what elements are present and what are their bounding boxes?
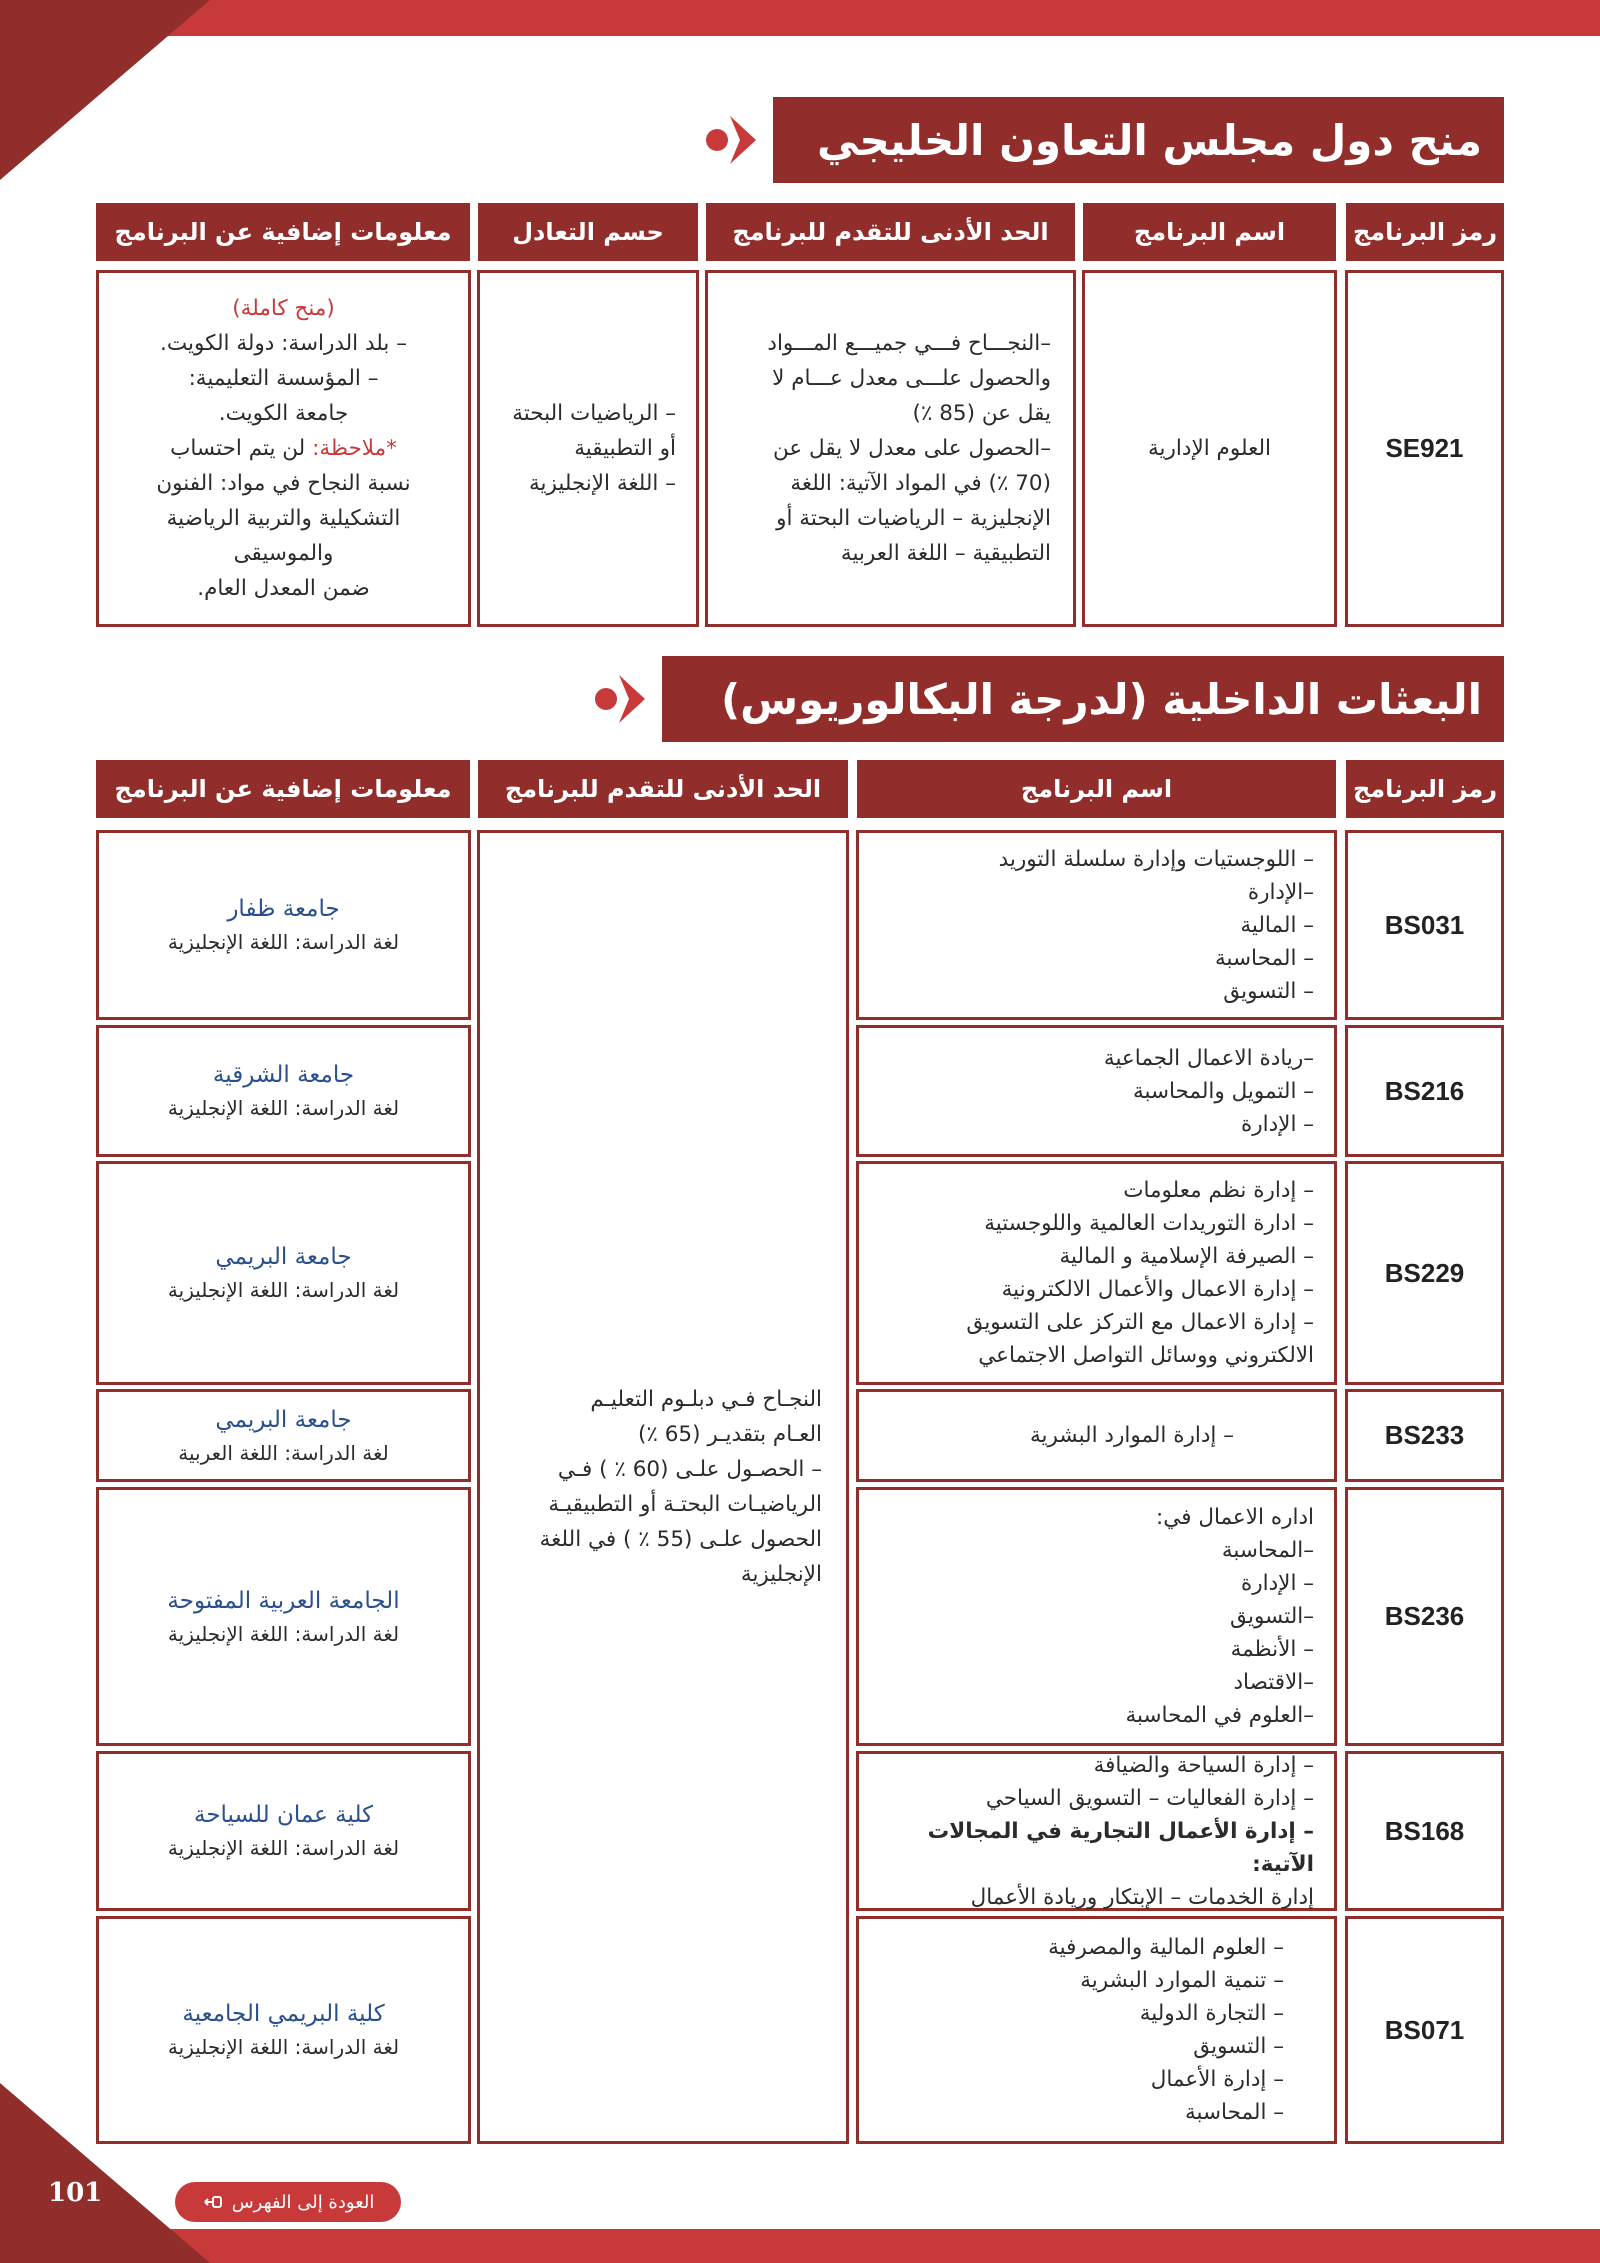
program-item: – التجارة الدولية bbox=[1139, 2001, 1284, 2026]
institution-name: جامعة الكويت. bbox=[218, 401, 349, 426]
study-language: لغة الدراسة: اللغة العربية bbox=[178, 1440, 389, 1465]
section-title-text: البعثات الداخلية (لدرجة البكالوريوس) bbox=[720, 674, 1482, 724]
program-code: BS071 bbox=[1384, 2014, 1465, 2045]
program-list-cell bbox=[856, 830, 1337, 1020]
back-to-index-button[interactable] bbox=[175, 2182, 401, 2222]
min-line: النجـاح فـي دبلـوم التعليـم bbox=[590, 1387, 822, 1412]
tiebreak-line: – اللغة الإنجليزية bbox=[528, 471, 676, 496]
program-item: –الاقتصاد bbox=[1233, 1670, 1314, 1695]
study-language: لغة الدراسة: اللغة الإنجليزية bbox=[167, 1278, 400, 1302]
program-item: – إدارة السياحة والضيافة bbox=[1093, 1752, 1314, 1778]
program-item: –ريادة الاعمال الجماعية bbox=[1103, 1045, 1314, 1071]
tiebreak-line: أو التطبيقية bbox=[574, 436, 676, 461]
program-code-cell bbox=[1345, 1916, 1504, 2144]
program-item: اداره الاعمال في: bbox=[1156, 1505, 1314, 1530]
program-item: –المحاسبة bbox=[1221, 1538, 1314, 1563]
university-name: الجامعة العربية المفتوحة bbox=[167, 1587, 400, 1614]
program-code-cell bbox=[1345, 1161, 1504, 1385]
tiebreak-cell bbox=[477, 270, 699, 627]
note-line: نسبة النجاح في مواد: الفنون bbox=[156, 471, 411, 496]
program-name: العلوم الإدارية bbox=[1148, 436, 1271, 461]
note-line: والموسيقى bbox=[233, 541, 334, 566]
header-info-text: معلومات إضافية عن البرنامج bbox=[114, 218, 452, 246]
header-min-text: الحد الأدنى للتقدم للبرنامج bbox=[732, 218, 1049, 246]
institution-label: – المؤسسة التعليمية: bbox=[188, 366, 379, 391]
program-code-cell bbox=[1345, 830, 1504, 1020]
back-link-label: العودة إلى الفهرس bbox=[231, 2191, 375, 2213]
study-country: – بلد الدراسة: دولة الكويت. bbox=[160, 331, 407, 356]
program-item: –العلوم في المحاسبة bbox=[1125, 1703, 1314, 1728]
header-name bbox=[857, 760, 1336, 818]
program-item: – تنمية الموارد البشرية bbox=[1080, 1968, 1284, 1993]
program-item: – إدارة الاعمال والأعمال الالكترونية bbox=[1001, 1277, 1314, 1302]
bottom-band bbox=[0, 2229, 1600, 2263]
min-requirement-cell bbox=[477, 830, 849, 2144]
program-list-cell bbox=[856, 1916, 1337, 2144]
hand-pointer-icon bbox=[202, 2191, 224, 2213]
section-title-internal bbox=[662, 656, 1504, 742]
program-item: – إدارة الأعمال التجارية في المجالات الآتية: bbox=[927, 1818, 1314, 1877]
header-code-text: رمز البرنامج bbox=[1352, 218, 1498, 246]
header-min bbox=[706, 203, 1075, 261]
header-tiebreak-text: حسم التعادل bbox=[512, 218, 664, 246]
study-language: لغة الدراسة: اللغة الإنجليزية bbox=[167, 930, 400, 954]
header-info bbox=[96, 760, 470, 818]
min-line: الرياضيـات البحتـة أو التطبيقيـة bbox=[548, 1492, 822, 1517]
min-line: – الحصـول علـى (60 ٪ ) فـي bbox=[557, 1457, 822, 1482]
min-line: الإنجليزية – الرياضيات البحتة أو bbox=[776, 506, 1051, 531]
min-line: العـام بتقديـر (65 ٪) bbox=[637, 1422, 822, 1447]
program-code: BS031 bbox=[1384, 909, 1465, 940]
min-line: يقل عن (85 ٪) bbox=[912, 401, 1051, 426]
program-item: – التسويق bbox=[1193, 2034, 1284, 2059]
program-item: – إدارة الاعمال مع التركز على التسويق bbox=[966, 1310, 1314, 1335]
min-line: –الحصول على معدل لا يقل عن bbox=[773, 436, 1051, 461]
header-name-text: اسم البرنامج bbox=[1133, 218, 1286, 246]
min-line: (70 ٪) في المواد الآتية: اللغة bbox=[790, 471, 1051, 496]
program-item: – إدارة الأعمال bbox=[1150, 2067, 1284, 2092]
program-item: الالكتروني ووسائل التواصل الاجتماعي bbox=[978, 1343, 1314, 1368]
program-item: – إدارة نظم معلومات bbox=[1123, 1178, 1314, 1203]
program-code: BS233 bbox=[1384, 1420, 1465, 1450]
header-name-text: اسم البرنامج bbox=[1020, 775, 1173, 803]
program-code: SE921 bbox=[1385, 433, 1464, 463]
program-item: – التسويق bbox=[1223, 978, 1314, 1004]
program-code-cell bbox=[1345, 1025, 1504, 1157]
program-code: BS216 bbox=[1384, 1075, 1465, 1106]
program-list-cell bbox=[856, 1487, 1337, 1746]
study-language: لغة الدراسة: اللغة الإنجليزية bbox=[167, 1096, 400, 1120]
additional-info-cell bbox=[96, 1161, 471, 1385]
program-item: – ادارة التوريدات العالمية واللوجستية bbox=[984, 1211, 1314, 1236]
university-name: جامعة البريمي bbox=[215, 1244, 352, 1270]
min-line: الحصول علـى (55 ٪ ) في اللغة bbox=[539, 1527, 822, 1552]
university-name: جامعة البريمي bbox=[215, 1406, 352, 1433]
header-min-text: الحد الأدنى للتقدم للبرنامج bbox=[504, 775, 822, 803]
note-text: لن يتم احتساب bbox=[170, 436, 313, 461]
top-corner-triangle bbox=[0, 0, 210, 180]
program-list-cell bbox=[856, 1025, 1337, 1157]
program-item: – العلوم المالية والمصرفية bbox=[1048, 1935, 1284, 1960]
program-code-cell bbox=[1345, 1389, 1504, 1482]
program-list-cell bbox=[856, 1389, 1337, 1482]
program-code: BS229 bbox=[1384, 1257, 1465, 1288]
program-item: – الأنظمة bbox=[1230, 1637, 1314, 1662]
program-code-cell bbox=[1345, 1487, 1504, 1746]
program-item: – الإدارة bbox=[1240, 1571, 1314, 1596]
min-line: –النجـــاح فـــي جميـــع المـــواد bbox=[767, 331, 1051, 356]
header-name bbox=[1083, 203, 1336, 261]
university-name: جامعة الشرقية bbox=[212, 1062, 355, 1088]
program-item: –الإدارة bbox=[1247, 879, 1314, 905]
header-code-text: رمز البرنامج bbox=[1352, 775, 1498, 803]
program-item: – الإدارة bbox=[1240, 1111, 1314, 1137]
program-code: BS236 bbox=[1384, 1601, 1465, 1631]
header-tiebreak bbox=[478, 203, 698, 261]
program-code: BS168 bbox=[1384, 1815, 1465, 1846]
header-code bbox=[1346, 203, 1504, 261]
program-item: – المحاسبة bbox=[1185, 2100, 1284, 2125]
program-list-cell bbox=[856, 1751, 1337, 1911]
university-name: كلية عمان للسياحة bbox=[194, 1802, 374, 1828]
program-item: – الصيرفة الإسلامية و المالية bbox=[1059, 1244, 1314, 1269]
chevron-dot-icon bbox=[700, 108, 764, 172]
header-min bbox=[478, 760, 848, 818]
top-band bbox=[0, 0, 1600, 36]
study-language: لغة الدراسة: اللغة الإنجليزية bbox=[167, 1836, 400, 1860]
program-item: إدارة الخدمات – الإبتكار وريادة الأعمال bbox=[970, 1884, 1314, 1910]
section-title-gcc bbox=[773, 97, 1504, 183]
program-item: –التسويق bbox=[1230, 1604, 1314, 1629]
additional-info-cell bbox=[96, 1487, 471, 1746]
program-list-cell bbox=[856, 1161, 1337, 1385]
additional-info-cell bbox=[96, 1916, 471, 2144]
min-line: والحصول علـــى معدل عـــام لا bbox=[772, 366, 1051, 391]
study-language: لغة الدراسة: اللغة الإنجليزية bbox=[167, 2035, 400, 2059]
page-number: 101 bbox=[48, 2178, 103, 2208]
additional-info-cell bbox=[96, 1389, 471, 1482]
program-item: – إدارة الموارد البشرية bbox=[1030, 1423, 1234, 1448]
min-line: التطبيقية – اللغة العربية bbox=[840, 541, 1051, 566]
additional-info-cell bbox=[96, 270, 471, 627]
additional-info-cell bbox=[96, 830, 471, 1020]
additional-info-cell bbox=[96, 1025, 471, 1157]
program-item: – التمويل والمحاسبة bbox=[1132, 1078, 1314, 1104]
program-item: – إدارة الفعاليات – التسويق السياحي bbox=[985, 1785, 1314, 1811]
header-code bbox=[1346, 760, 1504, 818]
min-line: الإنجليزية bbox=[740, 1562, 822, 1587]
program-item: – اللوجستيات وإدارة سلسلة التوريد bbox=[998, 846, 1314, 872]
note-label: *ملاحظة: bbox=[312, 436, 397, 461]
chevron-dot-icon bbox=[589, 667, 653, 731]
tiebreak-line: – الرياضيات البحتة bbox=[512, 401, 676, 426]
study-language: لغة الدراسة: اللغة الإنجليزية bbox=[167, 1621, 400, 1646]
program-code-cell bbox=[1345, 270, 1504, 627]
min-requirement-cell bbox=[705, 270, 1076, 627]
header-info bbox=[96, 203, 470, 261]
full-scholarship-label: (منح كاملة) bbox=[232, 296, 335, 321]
program-code-cell bbox=[1345, 1751, 1504, 1911]
header-info-text: معلومات إضافية عن البرنامج bbox=[114, 775, 452, 803]
university-name: جامعة ظفار bbox=[227, 896, 340, 922]
note-line: ضمن المعدل العام. bbox=[197, 576, 370, 601]
program-item: – المالية bbox=[1240, 912, 1314, 938]
note-line bbox=[170, 431, 397, 466]
university-name: كلية البريمي الجامعية bbox=[182, 2001, 385, 2027]
note-line: التشكيلية والتربية الرياضية bbox=[166, 506, 401, 531]
program-item: – المحاسبة bbox=[1215, 945, 1314, 971]
additional-info-cell bbox=[96, 1751, 471, 1911]
program-name-cell bbox=[1082, 270, 1337, 627]
section-title-text: منح دول مجلس التعاون الخليجي bbox=[816, 115, 1482, 165]
